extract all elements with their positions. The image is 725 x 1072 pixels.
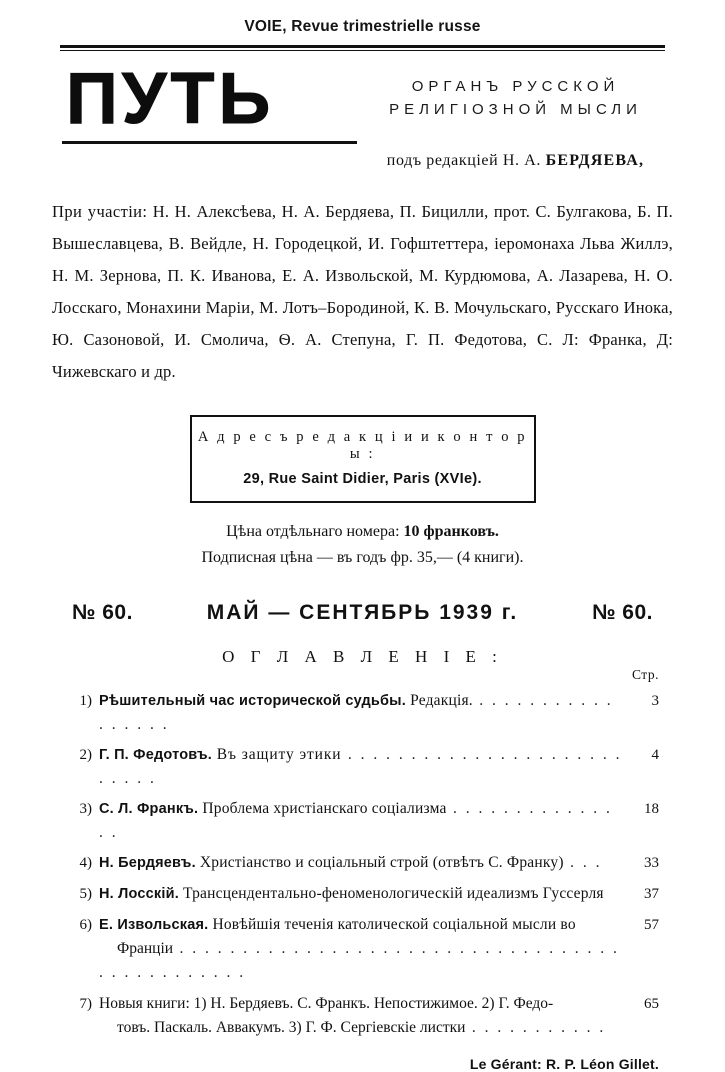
toc-item-title: Проблема христіанскаго соціализма — [198, 800, 447, 818]
toc-leader-dots: . . . . . . . . . . . . . . . . . . . . . . . . . . . . . . . . . . . . . . . . . . . . . . . — [99, 939, 620, 981]
toc-item-author: Н. Бердяевъ. — [99, 855, 196, 872]
editor-name: БЕРДЯЕВА, — [545, 151, 645, 169]
contents-page-column-label: Стр. — [631, 667, 659, 683]
toc-item-body — [99, 851, 625, 875]
toc-item-author: Н. Бердяевъ. — [210, 994, 294, 1012]
address-value: 29, Rue Saint Didier, Paris (XVIe). — [243, 470, 482, 487]
table-of-contents — [66, 689, 659, 1040]
toc-leader-dots: . . . . . . . . . . . . . . . . . . . . . . . . . . . — [99, 746, 622, 788]
contributors-lead: При участіи: — [52, 201, 148, 221]
toc-item-body — [99, 797, 625, 844]
toc-item-author-2: Г. Федо- — [498, 994, 554, 1012]
toc-item-author: С. Л. Франкъ. — [99, 801, 199, 818]
toc-item-title-line2: Паскаль. Аввакумъ. 3) — [150, 1018, 306, 1036]
toc-item-author-line2: товъ. — [117, 1018, 151, 1036]
issue-date: МАЙ — СЕНТЯБРЬ 1939 г. — [206, 601, 519, 625]
toc-item-title: Новѣйшія теченія католической соціальной мысли во — [208, 915, 576, 933]
toc-item-page: 4 — [651, 747, 659, 764]
contents-header — [66, 647, 659, 683]
toc-item-number: 2) — [79, 747, 92, 764]
toc-item[interactable] — [66, 992, 659, 1040]
toc-item-number: 5) — [79, 886, 92, 903]
toc-leader-dots: . . . . . . . . . . . . . . . . . — [99, 692, 614, 734]
single-copy-label: Цѣна отдѣльнаго номера: — [226, 522, 400, 540]
logo-underline — [62, 141, 357, 144]
single-copy-value: 10 франковъ. — [403, 522, 499, 540]
toc-item[interactable] — [66, 882, 659, 906]
toc-item-page: 57 — [644, 916, 659, 933]
address-box — [190, 415, 536, 503]
toc-leader-dots: . . . . . . . . . . . — [465, 1018, 606, 1036]
toc-item[interactable] — [66, 913, 659, 985]
issue-number-left: № 60. — [72, 601, 133, 625]
toc-item-title: Христіанство и соціальный строй (отвѣтъ С. Франку) — [195, 854, 564, 872]
editor-line — [366, 152, 665, 170]
toc-leader-dots: . . . — [563, 854, 602, 872]
toc-item[interactable] — [66, 689, 659, 736]
running-head: VOIE, Revue trimestrielle russe — [244, 18, 481, 35]
toc-leader-dots: . . . . . . . . . . . . . . . — [99, 800, 613, 842]
issue-line — [72, 601, 653, 625]
toc-item-number: 7) — [79, 995, 92, 1012]
masthead-left — [60, 59, 366, 144]
top-rule-thick — [60, 45, 665, 48]
toc-item-page: 33 — [644, 855, 659, 872]
masthead — [60, 59, 665, 170]
toc-item-body — [99, 882, 625, 906]
toc-item-title: Въ защиту этики — [212, 746, 342, 764]
toc-item[interactable] — [66, 743, 659, 790]
organ-line-1: ОРГАНЪ РУССКОЙ — [411, 78, 620, 95]
toc-item-author: Н. Лосскій. — [99, 886, 179, 903]
contributors-paragraph — [52, 196, 673, 389]
journal-logo-title: ПУТЬ — [66, 59, 275, 139]
subscription-price: Подписная цѣна — въ годъ фр. 35,— (4 книги). — [201, 548, 524, 566]
toc-item-page: 18 — [644, 801, 659, 818]
toc-item-number: 4) — [79, 855, 92, 872]
top-rule-thin — [60, 50, 665, 51]
toc-item-number: 1) — [79, 693, 92, 710]
toc-item[interactable] — [66, 797, 659, 844]
toc-item-body — [99, 689, 625, 736]
toc-item-title: Трансцендентально-феноменологическій идеализмъ Гуссерля — [178, 885, 604, 903]
contributors-names: Н. Н. Алексѣева, Н. А. Бердяева, П. Бицилли, прот. С. Булгакова, Б. П. Вышеславцева, В. Вейдле, Н. Городецкой, И. Гофштеттера, іеромонаха Льва Жиллэ, Н. М. Зернова, П. К. Иванова, Е. А. Извольской, М. Курдюмова, А. Лазарева, Н. О. Лосскаго, Монахини Маріи, М. Лотъ–Бородиной, К. В. Мочульскаго, Русскаго Инока, Ю. Сазоновой, И. Смолича, Ѳ. А. Степуна, Г. П. Федотова, С. Л: Франка, Д: Чижевскаго и др. — [52, 201, 674, 382]
price-info — [0, 519, 725, 572]
single-copy-price — [0, 519, 725, 545]
toc-item-title-line2: Франціи — [117, 939, 174, 957]
toc-item-page: 37 — [644, 886, 659, 903]
toc-item-page: 65 — [644, 995, 659, 1012]
toc-item-body — [99, 913, 625, 985]
organ-line-2: РЕЛИГІОЗНОЙ МЫСЛИ — [389, 101, 642, 119]
toc-item-number: 6) — [79, 916, 92, 933]
editor-prefix: подъ редакціей Н. А. — [386, 151, 541, 169]
toc-item-author: Г. П. Федотовъ. — [99, 747, 213, 764]
toc-item[interactable] — [66, 851, 659, 875]
toc-item-author: Е. Извольская. — [99, 916, 209, 933]
gerant-line: Le Gérant: R. P. Léon Gillet. — [469, 1055, 659, 1072]
toc-item-author: Рѣшительный час исторической судьбы. — [99, 693, 406, 710]
toc-item-page: 3 — [651, 693, 659, 710]
toc-item-title: Редакція. — [406, 692, 473, 710]
address-label: А д р е с ъ р е д а к ц і и и к о н т о р ы : — [197, 428, 528, 462]
toc-item-author-line2-b: Г. Ф. Сергіевскіе листки — [305, 1018, 466, 1036]
issue-number-right: № 60. — [592, 601, 653, 625]
toc-item-title-prefix: Новыя книги: 1) — [99, 994, 211, 1012]
contents-title: О Г Л А В Л Е Н І Е : — [222, 647, 503, 667]
toc-item-title-middle: С. Франкъ. Непостижимое. 2) — [293, 994, 499, 1012]
toc-item-number: 3) — [79, 801, 92, 818]
toc-item-body — [99, 743, 625, 790]
masthead-right — [366, 65, 665, 170]
toc-item-body — [99, 992, 625, 1040]
